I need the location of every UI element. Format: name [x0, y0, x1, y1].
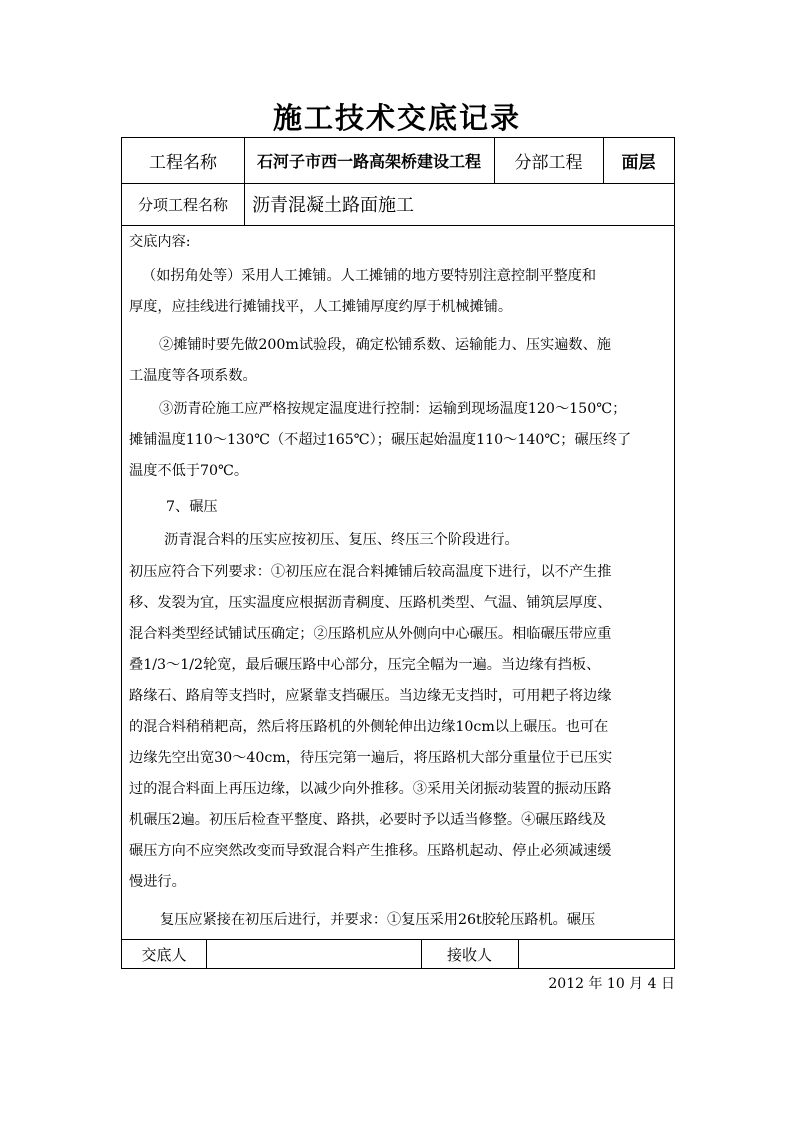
division-label: 分部工程	[514, 153, 583, 173]
content-line: 交底内容:	[129, 234, 191, 250]
content-line: 慢进行。	[129, 874, 186, 890]
content-line: 厚度，应挂线进行摊铺找平，人工摊铺厚度约厚于机械摊铺。	[129, 299, 513, 315]
handover-person-label: 交底人	[141, 945, 187, 964]
content-line: 混合料类型经试铺试压确定；②压路机应从外侧向中心碾压。相临碾压带应重	[129, 626, 612, 642]
content-line: 碾压方向不应突然改变而导致混合料产生推移。压路机起动、停止必须减速缓	[129, 843, 612, 859]
content-line: 7、碾压	[166, 499, 218, 515]
content-line: （如拐角处等）采用人工摊铺。人工摊铺的地方要特别注意控制平整度和	[142, 268, 597, 284]
content-line: ③沥青砼施工应严格按规定温度进行控制：运输到现场温度120～150℃；	[159, 401, 627, 417]
sub-item-value: 沥青混凝土路面施工	[252, 195, 414, 216]
content-line: 移、发裂为宜，压实温度应根据沥青稠度、压路机类型、气温、铺筑层厚度、	[129, 595, 612, 611]
content-line: 过的混合料面上再压边缘，以减少向外推移。③采用关闭振动装置的振动压路	[129, 781, 612, 797]
row-divider	[122, 225, 674, 226]
handover-person-field[interactable]	[206, 939, 421, 969]
project-name-label: 工程名称	[149, 153, 217, 173]
division-value: 面层	[621, 153, 656, 173]
content-line: 摊铺温度110～130℃（不超过165℃）；碾压起始温度110～140℃；碾压终了	[129, 432, 632, 448]
content-line: ②摊铺时要先做200m试验段，确定松铺系数、运输能力、压实遍数、施	[159, 337, 611, 353]
document-title: 施工技术交底记录	[272, 101, 521, 135]
receiver-label: 接收人	[446, 945, 492, 964]
content-line: 复压应紧接在初压后进行，并要求：①复压采用26t胶轮压路机。碾压	[160, 912, 596, 928]
content-line: 温度不低于70℃。	[129, 463, 249, 479]
content-line: 机碾压2遍。初压后检查平整度、路拱，必要时予以适当修整。④碾压路线及	[129, 812, 607, 828]
content-line: 的混合料稍稍耙高，然后将压路机的外侧轮伸出边缘10cm以上碾压。也可在	[129, 719, 609, 735]
content-line: 工温度等各项系数。	[129, 368, 257, 384]
content-line: 路缘石、路肩等支挡时，应紧靠支挡碾压。当边缘无支挡时，可用耙子将边缘	[129, 688, 612, 704]
content-line: 边缘先空出宽30～40cm，待压完第一遍后，将压路机大部分重量位于已压实	[129, 750, 613, 766]
content-line: 沥青混合料的压实应按初压、复压、终压三个阶段进行。	[164, 532, 519, 548]
record-date: 2012 年 10 月 4 日	[548, 976, 675, 992]
sub-item-label: 分项工程名称	[137, 195, 228, 214]
content-line: 初压应符合下列要求：①初压应在混合料摊铺后较高温度下进行，以不产生推	[129, 564, 612, 580]
project-name-value: 石河子市西一路高架桥建设工程	[256, 152, 481, 171]
receiver-field[interactable]	[518, 939, 674, 969]
content-line: 叠1/3～1/2轮宽，最后碾压路中心部分，压完全幅为一遍。当边缘有挡板、	[129, 657, 601, 673]
record-table	[121, 137, 675, 969]
